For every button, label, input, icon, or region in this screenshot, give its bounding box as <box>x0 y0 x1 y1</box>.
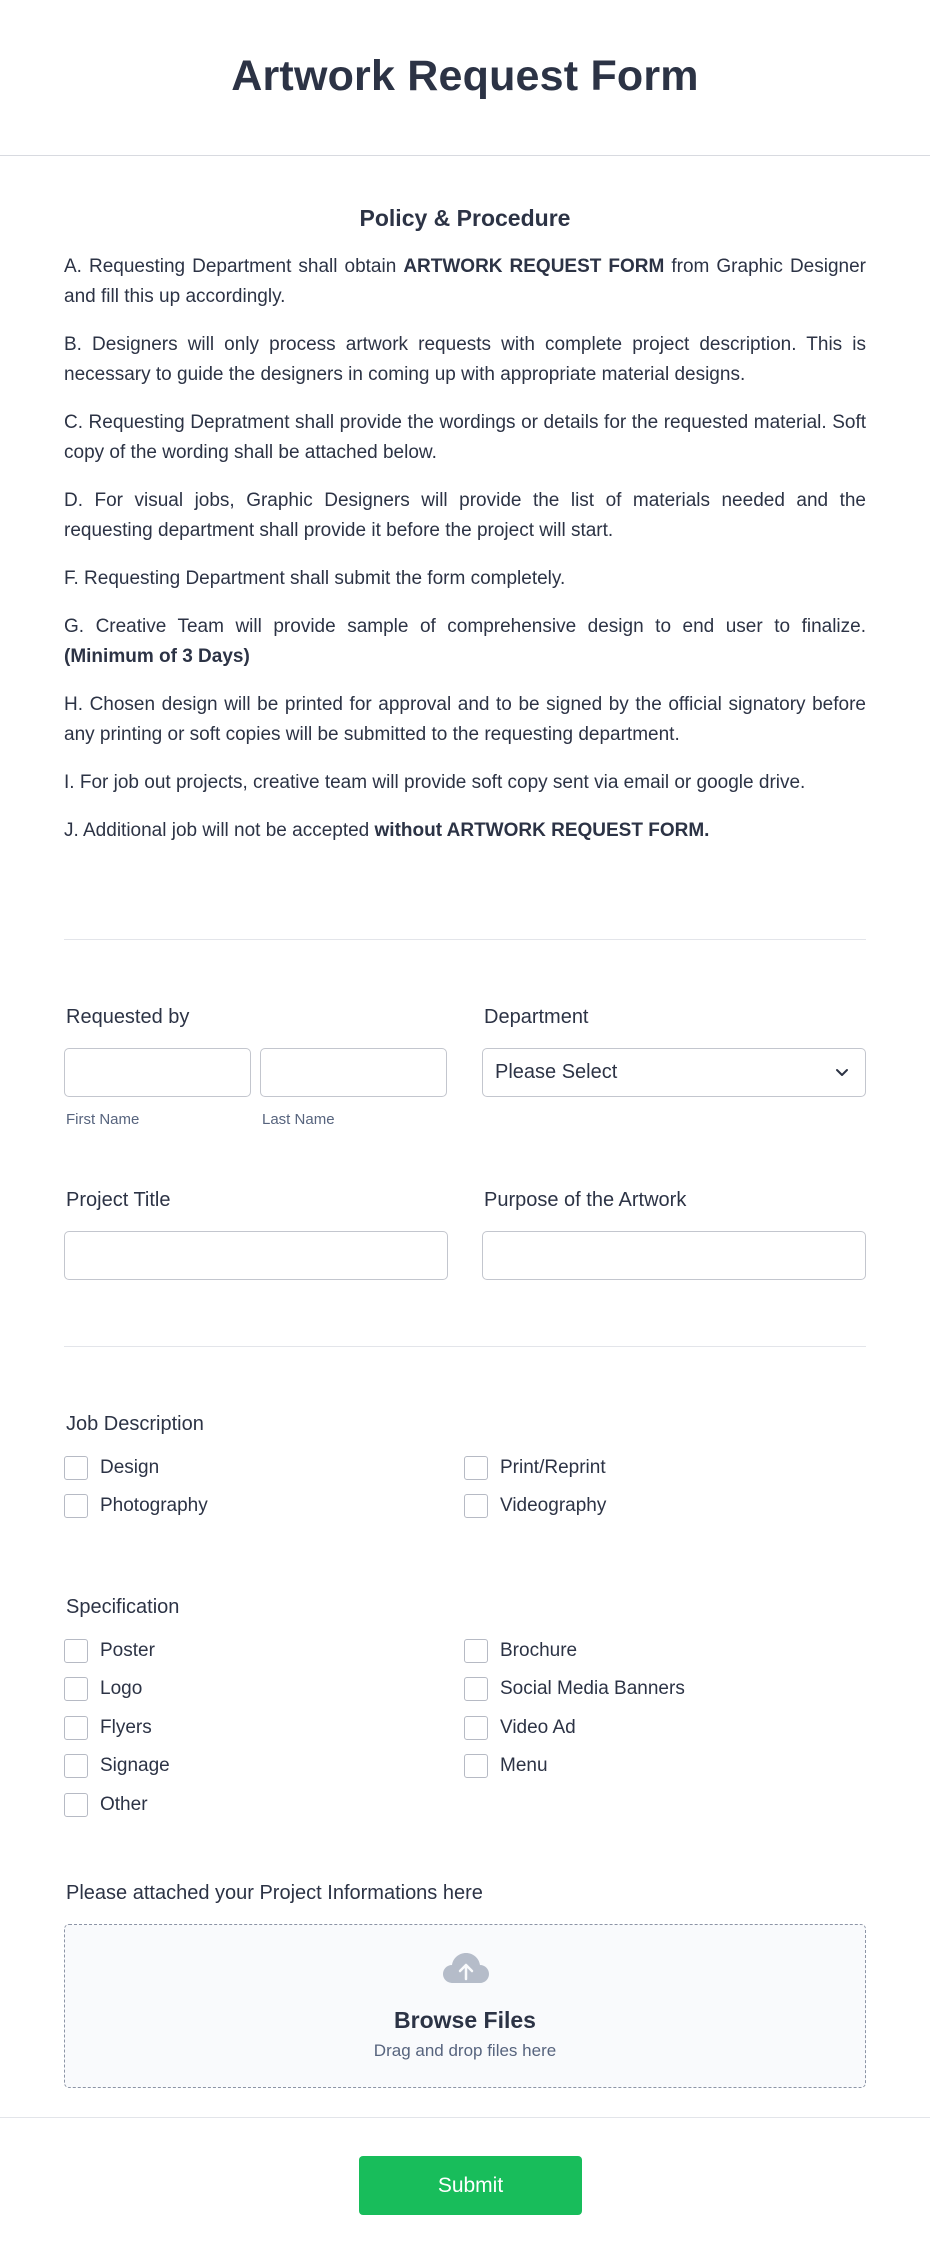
policy-heading: Policy & Procedure <box>359 205 571 231</box>
checkbox-brochure[interactable]: Brochure <box>464 1639 577 1663</box>
purpose-label: Purpose of the Artwork <box>484 1189 687 1211</box>
checkbox-box[interactable] <box>64 1754 88 1778</box>
checkbox-box[interactable] <box>464 1677 488 1701</box>
checkbox-flyers[interactable]: Flyers <box>64 1716 152 1740</box>
form-header <box>0 0 930 156</box>
job-description-label: Job Description <box>66 1413 204 1435</box>
last-name-sublabel: Last Name <box>262 1111 335 1128</box>
attachment-label: Please attached your Project Informations here <box>66 1882 483 1904</box>
section-divider <box>64 1346 866 1347</box>
department-label: Department <box>484 1006 589 1028</box>
checkbox-poster[interactable]: Poster <box>64 1639 155 1663</box>
checkbox-box[interactable] <box>464 1456 488 1480</box>
policy-item: G. Creative Team will provide sample of comprehensive design to end user to finalize. (Minimum of 3 Days) <box>64 616 866 667</box>
requested-by-label: Requested by <box>66 1006 190 1028</box>
checkbox-box[interactable] <box>64 1716 88 1740</box>
checkbox-social-media-banners[interactable]: Social Media Banners <box>464 1677 685 1701</box>
checkbox-other[interactable]: Other <box>64 1793 148 1817</box>
department-select[interactable] <box>482 1048 866 1097</box>
checkbox-box[interactable] <box>64 1639 88 1663</box>
department-selected-value: Please Select <box>495 1061 618 1083</box>
checkbox-menu[interactable]: Menu <box>464 1754 548 1778</box>
policy-item: I. For job out projects, creative team will provide soft copy sent via email or google drive. <box>64 772 806 793</box>
policy-item: B. Designers will only process artwork requests with complete project description. This is necessary to guide the designers in coming up with appropriate material designs. <box>64 334 866 385</box>
checkbox-box[interactable] <box>64 1494 88 1518</box>
submit-button[interactable]: Submit <box>359 2156 582 2215</box>
first-name-sublabel: First Name <box>66 1111 140 1128</box>
checkbox-videography[interactable]: Videography <box>464 1494 606 1518</box>
policy-item: J. Additional job will not be accepted without ARTWORK REQUEST FORM. <box>64 820 710 841</box>
cloud-upload-icon <box>441 1949 491 1989</box>
checkbox-logo[interactable]: Logo <box>64 1677 142 1701</box>
checkbox-video-ad[interactable]: Video Ad <box>464 1716 576 1740</box>
footer-divider <box>0 2117 930 2118</box>
checkbox-box[interactable] <box>64 1456 88 1480</box>
checkbox-box[interactable] <box>64 1677 88 1701</box>
first-name-input[interactable] <box>64 1048 251 1097</box>
policy-item: D. For visual jobs, Graphic Designers will provide the list of materials needed and the requesting department shall provide it before the project will start. <box>64 490 866 541</box>
browse-files-button[interactable]: Browse Files <box>394 2007 536 2033</box>
checkbox-box[interactable] <box>464 1716 488 1740</box>
checkbox-photography[interactable]: Photography <box>64 1494 208 1518</box>
policy-item: A. Requesting Department shall obtain ARTWORK REQUEST FORM from Graphic Designer and fill this up accordingly. <box>64 256 866 307</box>
checkbox-print-reprint[interactable]: Print/Reprint <box>464 1456 606 1480</box>
section-divider <box>64 939 866 940</box>
policy-item: F. Requesting Department shall submit the form completely. <box>64 568 566 589</box>
file-upload-dropzone[interactable] <box>64 1924 866 2088</box>
policy-item: C. Requesting Depratment shall provide the wordings or details for the requested material. Soft copy of the wording shall be attached below. <box>64 412 866 463</box>
project-title-label: Project Title <box>66 1189 171 1211</box>
last-name-input[interactable] <box>260 1048 447 1097</box>
project-title-input[interactable] <box>64 1231 448 1280</box>
purpose-input[interactable] <box>482 1231 866 1280</box>
checkbox-box[interactable] <box>64 1793 88 1817</box>
policy-item: H. Chosen design will be printed for approval and to be signed by the official signatory before any printing or soft copies will be submitted to the requesting department. <box>64 694 866 745</box>
checkbox-design[interactable]: Design <box>64 1456 159 1480</box>
chevron-down-icon <box>833 1063 851 1081</box>
policy-section <box>64 205 866 864</box>
checkbox-box[interactable] <box>464 1754 488 1778</box>
form-title: Artwork Request Form <box>231 52 699 100</box>
checkbox-box[interactable] <box>464 1639 488 1663</box>
checkbox-box[interactable] <box>464 1494 488 1518</box>
drag-drop-hint: Drag and drop files here <box>373 2041 557 2060</box>
specification-label: Specification <box>66 1596 180 1618</box>
checkbox-signage[interactable]: Signage <box>64 1754 170 1778</box>
